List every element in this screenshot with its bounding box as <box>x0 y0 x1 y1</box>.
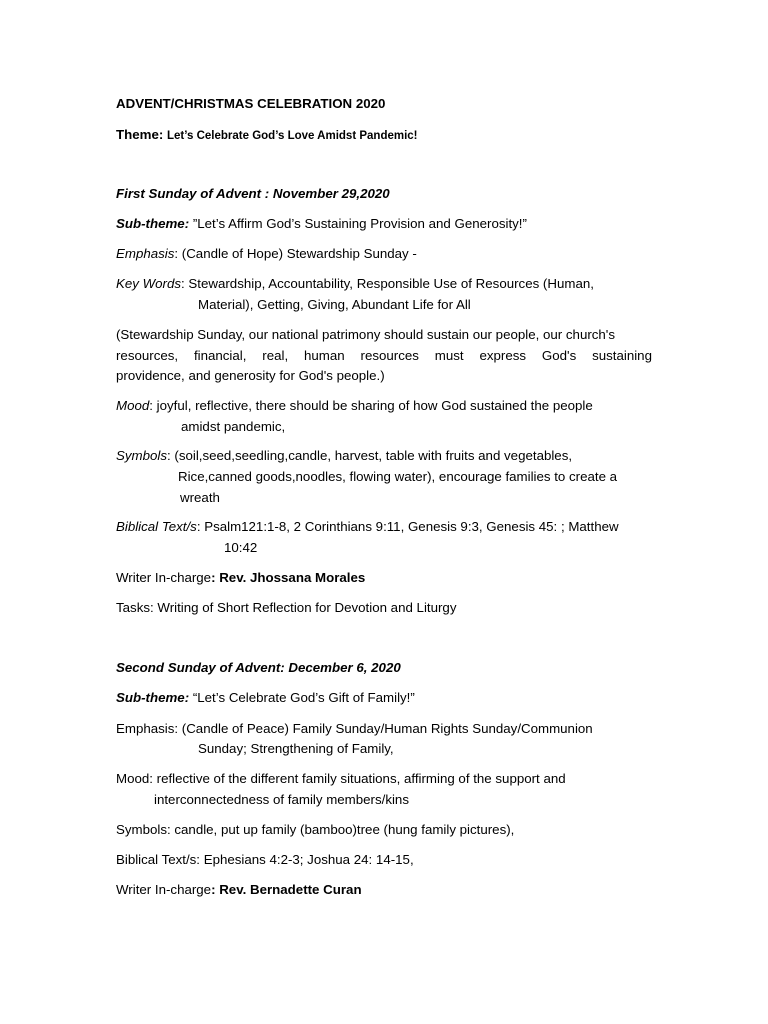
second-writer-label: Writer In-charge <box>116 882 212 897</box>
first-note-line3: providence, and generosity for God's people.) <box>116 368 385 383</box>
note-word: financial, <box>193 348 247 363</box>
note-word: express <box>479 348 527 363</box>
second-mood-line2: interconnectedness of family members/kins <box>154 792 409 807</box>
note-word: resources, <box>116 348 179 363</box>
first-sunday-heading: First Sunday of Advent : November 29,2020 <box>116 186 390 201</box>
first-keywords-line1: : Stewardship, Accountability, Responsible Use of Resources (Human, <box>181 276 594 291</box>
first-symbols-line2: Rice,canned goods,noodles, flowing water), encourage families to create a <box>178 469 618 484</box>
note-word: human <box>304 348 345 363</box>
theme-line <box>116 127 418 144</box>
note-word: real, <box>262 348 289 363</box>
first-writer-name: : Rev. Jhossana Morales <box>211 570 366 585</box>
first-symbols-line1: : (soil,seed,seedling,candle, harvest, table with fruits and vegetables, <box>167 448 573 463</box>
first-writer-label: Writer In-charge <box>116 570 212 585</box>
first-mood-label: Mood <box>116 398 150 413</box>
second-emphasis-line1: Emphasis: (Candle of Peace) Family Sunday/Human Rights Sunday/Communion <box>116 721 593 736</box>
note-word: God's <box>541 348 577 363</box>
first-biblical-line2: 10:42 <box>224 540 258 555</box>
first-symbols <box>116 448 572 464</box>
first-mood <box>116 398 593 414</box>
first-note-line1: (Stewardship Sunday, our national patrimony should sustain our people, our church's <box>116 327 615 342</box>
first-biblical-line1: : Psalm121:1-8, 2 Corinthians 9:11, Genesis 9:3, Genesis 45: ; Matthew <box>196 519 619 534</box>
first-tasks <box>116 600 456 616</box>
note-word: sustaining <box>592 348 652 363</box>
second-subtheme-text: “Let’s Celebrate God’s Gift of Family!” <box>192 690 415 705</box>
first-keywords-line2: Material), Getting, Giving, Abundant Life for All <box>198 297 471 312</box>
note-word: must <box>434 348 464 363</box>
note-word: resources <box>360 348 419 363</box>
first-subtheme <box>116 216 527 232</box>
second-symbols: Symbols: candle, put up family (bamboo)tree (hung family pictures), <box>116 822 515 837</box>
first-emphasis-text: : (Candle of Hope) Stewardship Sunday - <box>174 246 417 261</box>
document-title: ADVENT/CHRISTMAS CELEBRATION 2020 <box>116 96 386 111</box>
second-subtheme <box>116 690 415 706</box>
first-subtheme-label: Sub-theme: <box>116 216 190 231</box>
theme-label: Theme: <box>116 127 164 142</box>
second-writer-name: : Rev. Bernadette Curan <box>211 882 362 897</box>
second-writer <box>116 882 362 898</box>
first-keywords-label: Key Words <box>116 276 182 291</box>
first-writer <box>116 570 365 586</box>
second-subtheme-label: Sub-theme: <box>116 690 190 705</box>
second-biblical: Biblical Text/s: Ephesians 4:2-3; Joshua 24: 14-15, <box>116 852 414 867</box>
first-mood-line1: : joyful, reflective, there should be sharing of how God sustained the people <box>149 398 593 413</box>
first-note-line2 <box>116 348 652 364</box>
second-sunday-heading: Second Sunday of Advent: December 6, 2020 <box>116 660 401 675</box>
first-tasks-text: : Writing of Short Reflection for Devotion and Liturgy <box>150 600 457 615</box>
first-tasks-label: Tasks <box>116 600 150 615</box>
theme-text: Let’s Celebrate God’s Love Amidst Pandemic! <box>167 130 418 142</box>
second-mood-line1: Mood: reflective of the different family situations, affirming of the support and <box>116 771 566 786</box>
first-symbols-label: Symbols <box>116 448 167 463</box>
first-emphasis <box>116 246 417 262</box>
second-emphasis-line2: Sunday; Strengthening of Family, <box>198 741 394 756</box>
first-biblical <box>116 519 619 535</box>
first-emphasis-label: Emphasis <box>116 246 175 261</box>
first-subtheme-text: ”Let’s Affirm God’s Sustaining Provision and Generosity!” <box>192 216 527 231</box>
first-mood-line2: amidst pandemic, <box>181 419 286 434</box>
first-symbols-line3: wreath <box>180 490 220 505</box>
first-keywords <box>116 276 594 292</box>
first-biblical-label: Biblical Text/s <box>116 519 197 534</box>
